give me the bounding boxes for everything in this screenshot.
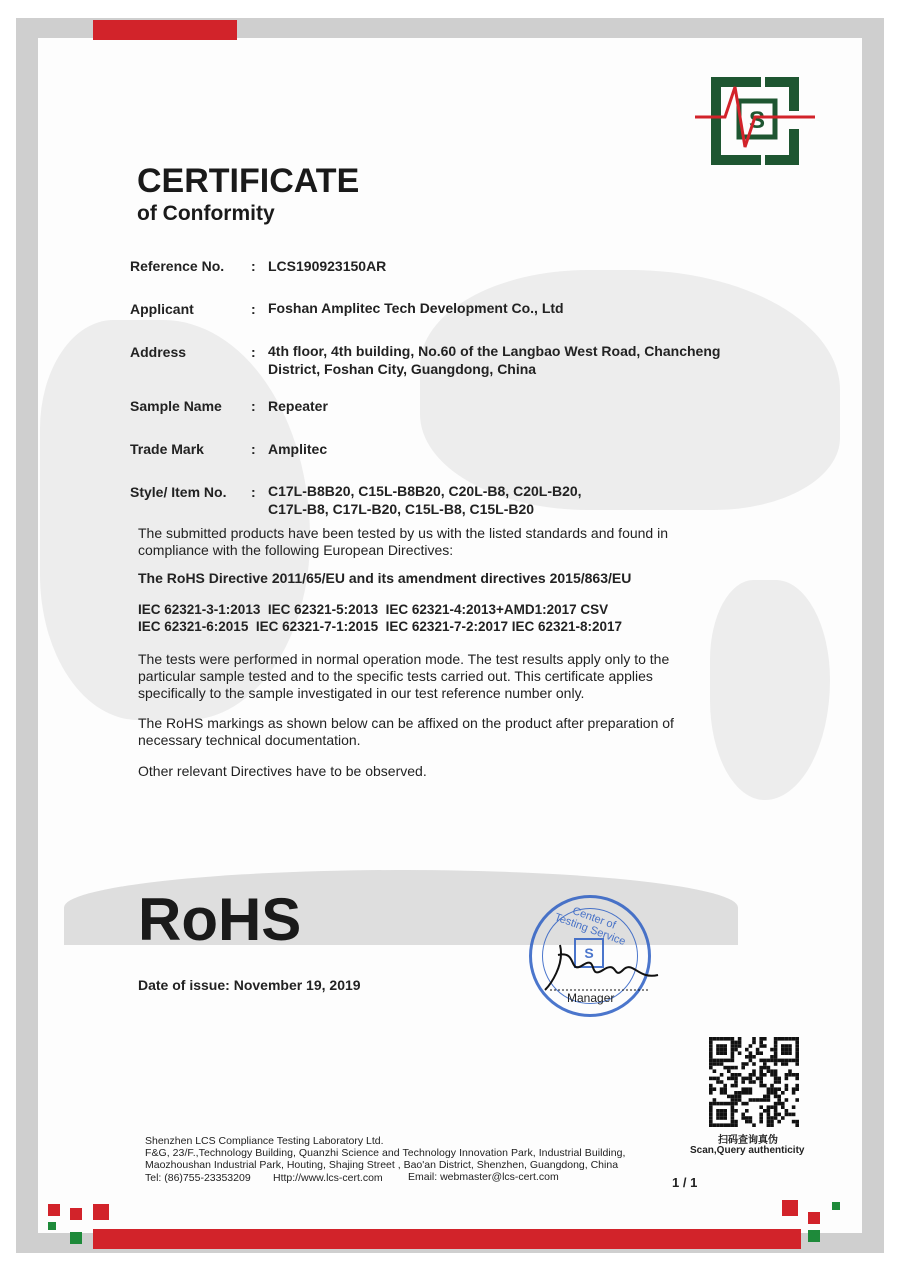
date-value: November 19, 2019	[233, 977, 361, 993]
field-label: Applicant	[130, 301, 194, 317]
standards-line-2: IEC 62321-6:2015 IEC 62321-7-1:2015 IEC 62321-7-2:2017 IEC 62321-8:2017	[138, 619, 623, 634]
page-number: 1 / 1	[672, 1175, 698, 1190]
rohs-mark: RoHS	[138, 886, 302, 953]
field-label: Address	[130, 344, 187, 360]
standards-line-1: IEC 62321-3-1:2013 IEC 62321-5:2013 IEC 62321-4:2013+AMD1:2017 CSV	[138, 602, 609, 617]
decor-square	[48, 1204, 60, 1216]
manager-label: Manager	[567, 991, 615, 1005]
colon: :	[251, 398, 256, 414]
footer-email[interactable]: Email: webmaster@lcs-cert.com	[408, 1171, 559, 1183]
top-red-bar	[93, 20, 237, 40]
field-label: Reference No.	[130, 258, 225, 274]
decor-square	[70, 1208, 82, 1220]
footer-website[interactable]: Http://www.lcs-cert.com	[273, 1172, 383, 1184]
field-value: Amplitec	[268, 441, 328, 457]
signature	[540, 935, 665, 995]
field-value: Foshan Amplitec Tech Development Co., Ltd	[268, 300, 564, 316]
decor-square	[808, 1212, 820, 1224]
decor-square	[782, 1200, 798, 1216]
decor-square	[808, 1230, 820, 1242]
footer-tel: Tel: (86)755-23353209	[145, 1172, 251, 1184]
certificate-subtitle: of Conformity	[137, 202, 275, 225]
certificate-title: CERTIFICATE	[137, 162, 360, 200]
colon: :	[251, 301, 256, 317]
decor-square	[70, 1232, 82, 1244]
decor-square	[93, 1204, 109, 1220]
field-value: Repeater	[268, 398, 328, 414]
qr-caption-cn: 扫码查询真伪	[718, 1135, 778, 1146]
footer-address-1: F&G, 23/F.,Technology Building, Quanzhi Science and Technology Innovation Park, Industrial Building,	[145, 1147, 626, 1159]
date-of-issue	[138, 977, 361, 993]
markings-text: The RoHS markings as shown below can be affixed on the product after preparation of necessary technical documentation.	[138, 715, 674, 748]
lcs-logo	[695, 75, 815, 165]
directive-text: The RoHS Directive 2011/65/EU and its amendment directives 2015/863/EU	[138, 570, 632, 586]
field-label: Sample Name	[130, 398, 222, 414]
colon: :	[251, 258, 256, 274]
decor-square	[48, 1222, 56, 1230]
intro-text: The submitted products have been tested by us with the listed standards and found in compliance with the following European Directives:	[138, 525, 668, 558]
field-value: 4th floor, 4th building, No.60 of the Langbao West Road, Chancheng District, Foshan City, Guangdong, China	[268, 343, 721, 377]
field-label: Trade Mark	[130, 441, 204, 457]
bottom-red-bar	[93, 1229, 801, 1249]
footer-address-2: Maozhoushan Industrial Park, Houting, Shajing Street , Bao'an District, Shenzhen, Guangdong, China	[145, 1159, 619, 1171]
official-stamp: Center of Testing Service S	[529, 895, 651, 1017]
tests-text: The tests were performed in normal operation mode. The test results apply only to the particular sample tested and to the specific tests carried out. This certificate applies specifically to the sample investigated in our test reference number only.	[138, 651, 670, 701]
qr-code[interactable]	[709, 1037, 799, 1127]
other-directives-text: Other relevant Directives have to be observed.	[138, 763, 427, 779]
footer-lab-name: Shenzhen LCS Compliance Testing Laboratory Ltd.	[145, 1135, 384, 1147]
decor-square	[832, 1202, 840, 1210]
svg-text:S: S	[748, 107, 766, 134]
stamp-text: Center of Testing Service	[552, 904, 628, 949]
field-value: C17L-B8B20, C15L-B8B20, C20L-B8, C20L-B20, C17L-B8, C17L-B20, C15L-B8, C15L-B20	[268, 483, 582, 517]
field-value: LCS190923150AR	[268, 258, 387, 274]
field-label: Style/ Item No.	[130, 484, 227, 500]
qr-caption-en: Scan,Query authenticity	[690, 1145, 805, 1156]
date-label: Date of issue:	[138, 977, 230, 993]
colon: :	[251, 441, 256, 457]
colon: :	[251, 484, 256, 500]
colon: :	[251, 344, 256, 360]
